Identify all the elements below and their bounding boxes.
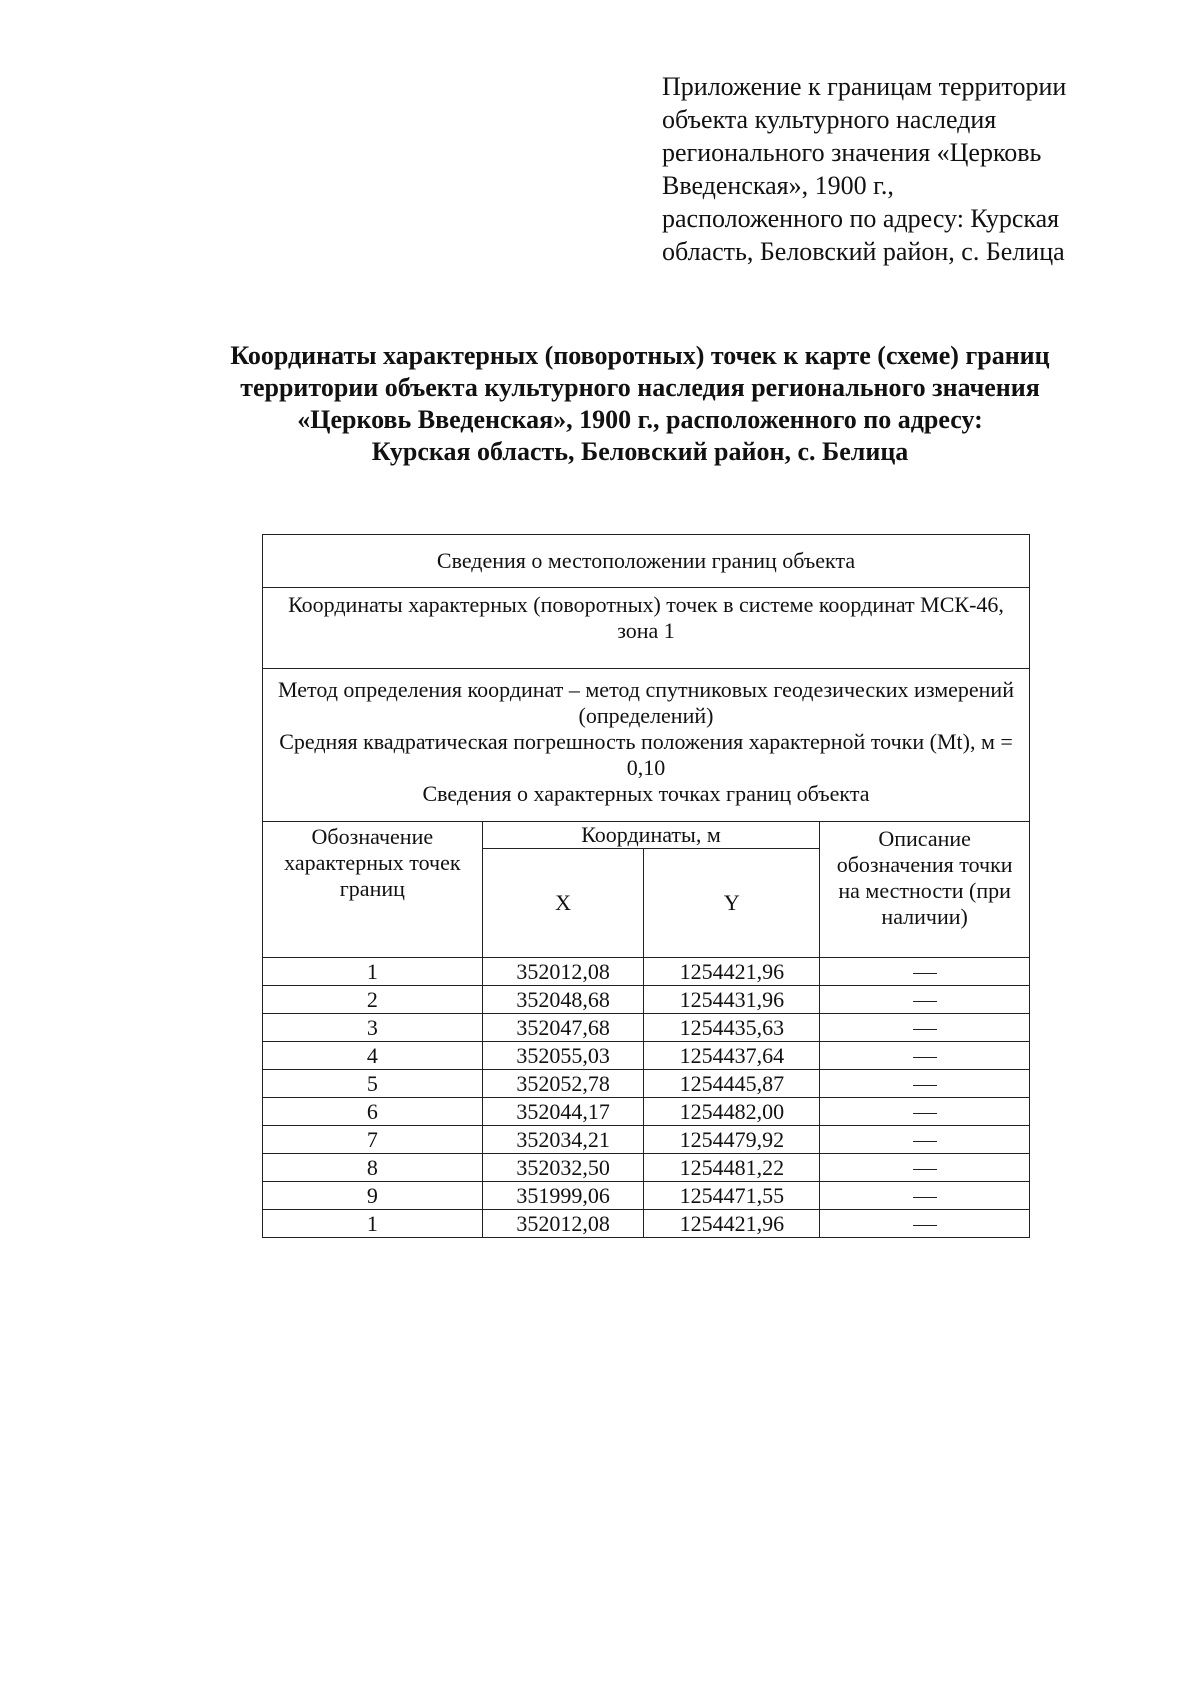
table-row [263, 1070, 1030, 1098]
dash-mark [913, 1113, 937, 1114]
description-cell [820, 1014, 1030, 1042]
dash-mark [913, 1057, 937, 1058]
dash-mark [913, 1169, 937, 1170]
point-cell: 1 [263, 958, 483, 986]
y-cell: 1254437,64 [644, 1042, 820, 1070]
x-cell: 352052,78 [482, 1070, 644, 1098]
point-cell: 8 [263, 1154, 483, 1182]
description-cell [820, 1126, 1030, 1154]
appendix-line: Приложение к границам территории [662, 72, 1067, 101]
dash-mark [913, 1197, 937, 1198]
description-cell [820, 1070, 1030, 1098]
table-row [263, 986, 1030, 1014]
table-row [263, 1098, 1030, 1126]
dash-mark [913, 1225, 937, 1226]
table-row [263, 958, 1030, 986]
coordinate-system-info: Координаты характерных (поворотных) точек в системе координат МСК-46, зона 1 [263, 588, 1030, 669]
dash-mark [913, 1141, 937, 1142]
dash-mark [913, 973, 937, 974]
y-header: Y [644, 849, 820, 958]
point-cell: 1 [263, 1210, 483, 1238]
point-cell: 6 [263, 1098, 483, 1126]
table-row [263, 1042, 1030, 1070]
point-cell: 3 [263, 1014, 483, 1042]
y-cell: 1254431,96 [644, 986, 820, 1014]
table-row [263, 1014, 1030, 1042]
description-cell [820, 1042, 1030, 1070]
description-header: Описание обозначения точки на местности (при наличии) [820, 822, 1030, 958]
point-designation-header: Обозначение характерных точек границ [263, 822, 483, 958]
title-line: Координаты характерных (поворотных) точек к карте (схеме) границ [230, 341, 1050, 370]
table-info-row [263, 535, 1030, 588]
x-cell: 352055,03 [482, 1042, 644, 1070]
x-cell: 352044,17 [482, 1098, 644, 1126]
point-cell: 2 [263, 986, 483, 1014]
point-cell: 4 [263, 1042, 483, 1070]
description-cell [820, 958, 1030, 986]
y-cell: 1254479,92 [644, 1126, 820, 1154]
x-cell: 352034,21 [482, 1126, 644, 1154]
dash-mark [913, 1029, 937, 1030]
description-cell [820, 1182, 1030, 1210]
x-cell: 352012,08 [482, 1210, 644, 1238]
coordinates-header: Координаты, м [482, 822, 820, 849]
point-cell: 9 [263, 1182, 483, 1210]
y-cell: 1254471,55 [644, 1182, 820, 1210]
x-cell: 352032,50 [482, 1154, 644, 1182]
y-cell: 1254445,87 [644, 1070, 820, 1098]
x-cell: 352047,68 [482, 1014, 644, 1042]
appendix-line: регионального значения «Церковь [662, 138, 1042, 167]
y-cell: 1254421,96 [644, 1210, 820, 1238]
description-cell [820, 1098, 1030, 1126]
dash-mark [913, 1085, 937, 1086]
points-info-text: Сведения о характерных точках границ объекта [422, 781, 870, 806]
appendix-note [662, 70, 1112, 268]
title-line: «Церковь Введенская», 1900 г., расположенного по адресу: [297, 405, 983, 434]
x-cell: 351999,06 [482, 1182, 644, 1210]
appendix-line: расположенного по адресу: Курская [662, 204, 1060, 233]
description-cell [820, 1154, 1030, 1182]
table-row [263, 1182, 1030, 1210]
x-header: X [482, 849, 644, 958]
table-row [263, 1210, 1030, 1238]
point-cell: 5 [263, 1070, 483, 1098]
table-header-row [263, 822, 1030, 849]
object-location-info: Сведения о местоположении границ объекта [263, 535, 1030, 588]
appendix-line: область, Беловский район, с. Белица [662, 237, 1065, 266]
table-row [263, 1126, 1030, 1154]
y-cell: 1254435,63 [644, 1014, 820, 1042]
document-title [170, 340, 1110, 468]
y-cell: 1254482,00 [644, 1098, 820, 1126]
method-info [263, 669, 1030, 822]
appendix-line: Введенская», 1900 г., [662, 171, 894, 200]
point-cell: 7 [263, 1126, 483, 1154]
y-cell: 1254421,96 [644, 958, 820, 986]
title-line: Курская область, Беловский район, с. Белица [371, 437, 909, 466]
method-text: Метод определения координат – метод спутниковых геодезических измерений (определений) [278, 677, 1014, 728]
appendix-line: объекта культурного наследия [662, 105, 997, 134]
error-text: Средняя квадратическая погрешность положения характерной точки (Mt), м = 0,10 [279, 729, 1013, 780]
title-line: территории объекта культурного наследия регионального значения [240, 373, 1040, 402]
y-cell: 1254481,22 [644, 1154, 820, 1182]
dash-mark [913, 1001, 937, 1002]
description-cell [820, 1210, 1030, 1238]
x-cell: 352012,08 [482, 958, 644, 986]
table-row [263, 1154, 1030, 1182]
coordinates-table [262, 534, 1030, 1238]
description-cell [820, 986, 1030, 1014]
table-info-row [263, 669, 1030, 822]
x-cell: 352048,68 [482, 986, 644, 1014]
table-info-row [263, 588, 1030, 669]
